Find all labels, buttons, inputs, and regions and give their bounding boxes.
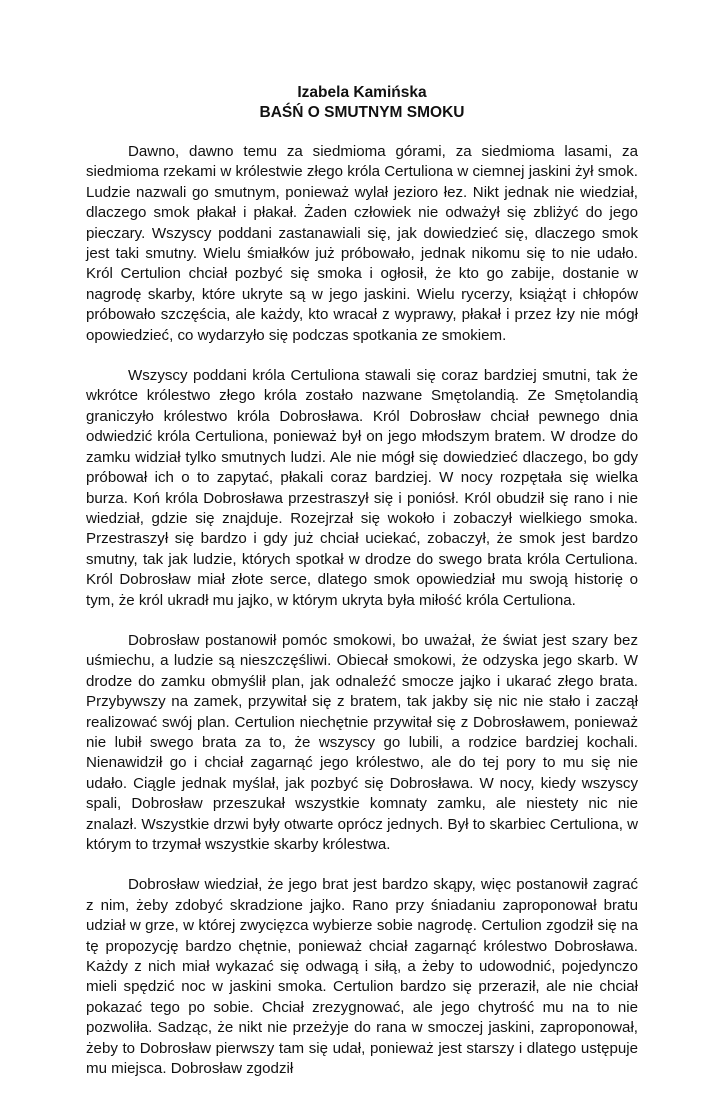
paragraph-1: Dawno, dawno temu za siedmioma górami, za siedmioma lasami, za siedmioma rzekami w królestwie złego króla Certuliona w ciemnej jaskini żył smok. Ludzie nazwali go smutnym, ponieważ wylał jezioro łez. Nikt jednak nie wiedział, dlaczego smok płakał i płakał. Żaden człowiek nie odważył się zbliżyć do jego pieczary. Wszyscy poddani zastanawiali się, jak dowiedzieć się, dlaczego smok jest taki smutny. Wielu śmiałków już próbowało, jednak nikomu się to nie udało. Król Certulion chciał pozbyć się smoka i ogłosił, że kto go zabije, dostanie w nagrodę skarby, które ukryte są w jego jaskini. Wielu rycerzy, książąt i chłopów próbowało szczęścia, ale każdy, kto wracał z wyprawy, płakał i przez łzy nie mógł opowiedzieć, co wydarzyło się podczas spotkania ze smokiem. (86, 143, 638, 344)
paragraph-2: Wszyscy poddani króla Certuliona stawali się coraz bardziej smutni, tak że wkrótce królestwo złego króla zostało nazwane Smętolandią. Ze Smętolandią graniczyło królestwo króla Dobrosława. Król Dobrosław chciał pewnego dnia odwiedzić króla Certuliona, ponieważ był on jego młodszym bratem. W drodze do zamku widział tylko smutnych ludzi. Ale nie mógł się dowiedzieć dlaczego, bo gdy próbował ich o to zapytać, płakali coraz bardziej. W nocy rozpętała się wielka burza. Koń króla Dobrosława przestraszył się i poniósł. Król obudził się rano i nie wiedział, gdzie się znajduje. Rozejrzał się wokoło i zobaczył wielkiego smoka. Przestraszył się bardzo i gdy już chciał uciekać, zobaczył, że smok jest bardzo smutny, tak jak ludzie, których spotkał w drodze do swego brata króla Certuliona. Król Dobrosław miał złote serce, dlatego smok opowiedział mu swoją historię o tym, że król ukradł mu jajko, w którym ukryta była miłość króla Certuliona. (86, 367, 638, 609)
document-page (86, 79, 638, 1099)
paragraph-4: Dobrosław wiedział, że jego brat jest bardzo skąpy, więc postanowił zagrać z nim, żeby zdobyć skradzione jajko. Rano przy śniadaniu zaproponował bratu udział w grze, w której zwycięzca wybierze sobie nagrodę. Certulion zgodził się na tę propozycję bardzo chętnie, ponieważ chciał zagarnąć królestwo Dobrosława. Każdy z nich miał wykazać się odwagą i siłą, a żeby to udowodnić, pojedynczo mieli spędzić noc w jaskini smoka. Certulion bardzo się przeraził, ale nie chciał pokazać tego po sobie. Chciał zrezygnować, ale jego chytrość mu na to nie pozwoliła. Sadząc, że nikt nie przeżyje do rana w smoczej jaskini, zaproponował, żeby to Dobrosław pierwszy tam się udał, ponieważ jest starszy i dlatego ustępuje mu miejsca. Dobrosław zgodził (86, 876, 638, 1078)
document-author: Izabela Kamińska (297, 84, 427, 101)
document-title: BAŚŃ O SMUTNYM SMOKU (259, 104, 465, 121)
paragraph-3: Dobrosław postanowił pomóc smokowi, bo uważał, że świat jest szary bez uśmiechu, a ludzie są nieszczęśliwi. Obiecał smokowi, że odzyska jego skarb. W drodze do zamku obmyślił plan, jak odnaleźć smocze jajko i ukarać złego brata. Przybywszy na zamek, przywitał się z bratem, tak jakby się nic nie stało i zaczął realizować swój plan. Certulion niechętnie przywitał się z Dobrosławem, ponieważ nie lubił swego brata za to, że wszyscy go lubili, a rodzice bardziej kochali. Nienawidził go i chciał zagarnąć jego królestwo, ale do tej pory to mu się nie udało. Ciągle jednak myślał, jak pozbyć się Dobrosława. W nocy, kiedy wszyscy spali, Dobrosław przeszukał wszystkie komnaty zamku, ale niestety nic nie znalazł. Wszystkie drzwi były otwarte oprócz jednych. Był to skarbiec Certuliona, w którym to trzymał wszystkie skarby królestwa. (86, 631, 638, 853)
